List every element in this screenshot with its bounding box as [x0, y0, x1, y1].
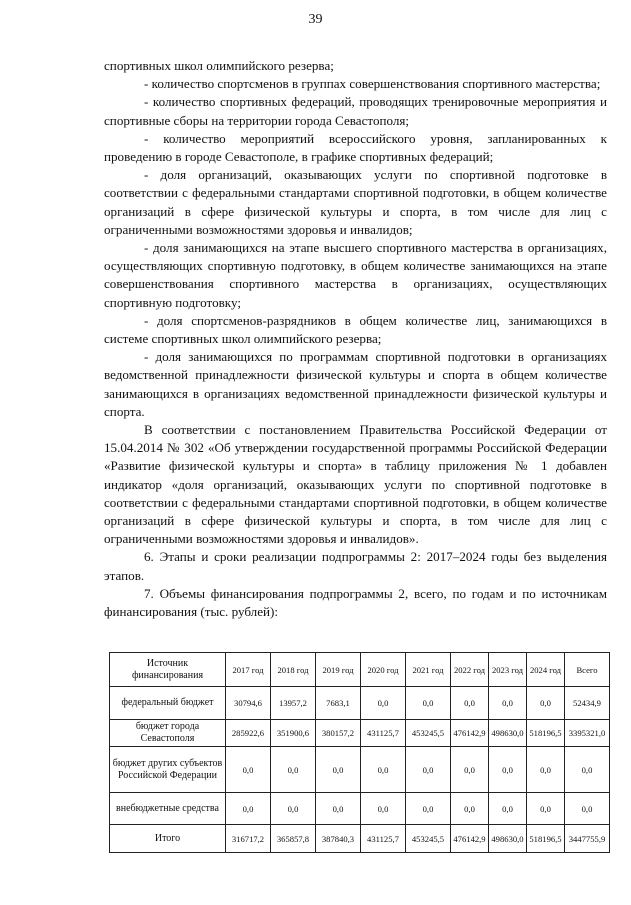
- table-cell: 476142,9: [451, 720, 489, 747]
- table-cell: 498630,0: [489, 825, 527, 853]
- table-header-cell: 2021 год: [406, 653, 451, 687]
- table-cell: 0,0: [451, 687, 489, 720]
- table-cell: 0,0: [271, 747, 316, 793]
- table-cell: 0,0: [489, 687, 527, 720]
- table-cell: 0,0: [565, 747, 610, 793]
- table-cell: 365857,8: [271, 825, 316, 853]
- table-header-cell: 2024 год: [527, 653, 565, 687]
- table-cell: 0,0: [406, 793, 451, 825]
- table-cell: 0,0: [226, 793, 271, 825]
- table-header-cell: Источник финансирования: [110, 653, 226, 687]
- table-cell: 518196,5: [527, 825, 565, 853]
- table-cell: 380157,2: [316, 720, 361, 747]
- table-row: [110, 687, 610, 720]
- table-cell: 13957,2: [271, 687, 316, 720]
- paragraph: - доля спортсменов-разрядников в общем количестве лиц, занимающихся в системе спортивных школ олимпийского резерва;: [104, 312, 607, 347]
- table-cell: 0,0: [489, 793, 527, 825]
- table-cell: 285922,6: [226, 720, 271, 747]
- table-cell: 498630,0: [489, 720, 527, 747]
- table-cell: 453245,5: [406, 825, 451, 853]
- table-cell: 30794,6: [226, 687, 271, 720]
- table-cell: 0,0: [489, 747, 527, 793]
- table-cell: 3447755,9: [565, 825, 610, 853]
- table-header-cell: 2020 год: [361, 653, 406, 687]
- table-header-cell: 2018 год: [271, 653, 316, 687]
- financing-table: [109, 652, 610, 853]
- table-cell: 518196,5: [527, 720, 565, 747]
- table-cell: 476142,9: [451, 825, 489, 853]
- table-cell: 0,0: [406, 747, 451, 793]
- financing-table-wrapper: [109, 652, 610, 853]
- table-cell: 431125,7: [361, 720, 406, 747]
- table-cell: 0,0: [527, 687, 565, 720]
- paragraph: спортивных школ олимпийского резерва;: [104, 58, 334, 73]
- page-number: 39: [308, 12, 323, 27]
- table-cell: 431125,7: [361, 825, 406, 853]
- table-header-cell: 2022 год: [451, 653, 489, 687]
- table-cell: 0,0: [316, 793, 361, 825]
- table-row: [110, 825, 610, 853]
- paragraph: 6. Этапы и сроки реализации подпрограммы 2: 2017–2024 годы без выделения этапов.: [104, 549, 607, 583]
- table-cell: 7683,1: [316, 687, 361, 720]
- table-cell: 316717,2: [226, 825, 271, 853]
- table-cell: 0,0: [316, 747, 361, 793]
- table-row: [110, 720, 610, 747]
- document-body: [104, 57, 607, 621]
- table-cell: 351900,6: [271, 720, 316, 747]
- table-cell: 0,0: [361, 793, 406, 825]
- table-header-cell: 2023 год: [489, 653, 527, 687]
- paragraph: 7. Объемы финансирования подпрограммы 2, всего, по годам и по источникам финансирования (тыс. рублей):: [104, 585, 607, 620]
- table-cell: 0,0: [226, 747, 271, 793]
- table-cell: 0,0: [406, 687, 451, 720]
- table-row: [110, 747, 610, 793]
- table-cell: 0,0: [451, 747, 489, 793]
- table-cell: 0,0: [565, 793, 610, 825]
- table-cell: 453245,5: [406, 720, 451, 747]
- table-row: [110, 793, 610, 825]
- table-row-label: бюджет других субъектов Российской Федерации: [110, 747, 226, 793]
- table-cell: 0,0: [271, 793, 316, 825]
- table-header-cell: Всего: [565, 653, 610, 687]
- paragraph: - доля занимающихся по программам спортивной подготовки в организациях ведомственной принадлежности физической культуры и спорта в общем количестве занимающихся в организациях ведомственной принадлежности физической культуры и спорта.: [104, 349, 607, 419]
- table-row-label: бюджет города Севастополя: [110, 720, 226, 747]
- paragraph: - доля организаций, оказывающих услуги по спортивной подготовке в соответствии с федеральными стандартами спортивной подготовки, в общем количестве организаций в сфере физической культуры и спорта, в том числе для лиц с ограниченными возможностями здоровья и инвалидов;: [104, 167, 607, 237]
- table-row-label: федеральный бюджет: [110, 687, 226, 720]
- table-header-cell: 2017 год: [226, 653, 271, 687]
- table-cell: 52434,9: [565, 687, 610, 720]
- table-row-label: Итого: [110, 825, 226, 853]
- table-row-label: внебюджетные средства: [110, 793, 226, 825]
- paragraph: - количество спортсменов в группах совершенствования спортивного мастерства;: [144, 76, 601, 92]
- paragraph: - количество спортивных федераций, проводящих тренировочные мероприятия и спортивные сборы на территории города Севастополя;: [104, 94, 607, 128]
- table-cell: 3395321,0: [565, 720, 610, 747]
- table-cell: 0,0: [361, 747, 406, 793]
- paragraph: - количество мероприятий всероссийского уровня, запланированных к проведению в городе Севастополе, в графике спортивных федераций;: [104, 130, 607, 165]
- table-cell: 0,0: [361, 687, 406, 720]
- paragraph: В соответствии с постановлением Правительства Российской Федерации от 15.04.2014 № 302 «Об утверждении государственной программы Российской Федерации «Развитие физической культуры и спорта» в таблицу приложения № 1 добавлен индикатор «доля организаций, оказывающих услуги по спортивной подготовке в соответствии с федеральными стандартами спортивной подготовки, в общем количестве организаций в сфере физической культуры и спорта, в том числе для лиц с ограниченными возможностями здоровья и инвалидов».: [104, 422, 607, 547]
- table-cell: 0,0: [527, 793, 565, 825]
- table-header-row: [110, 653, 610, 687]
- paragraph: - доля занимающихся на этапе высшего спортивного мастерства в организациях, осуществляющих спортивную подготовку, в общем количестве занимающихся на этапе совершенствования спортивного мастерства в организациях, осуществляющих спортивную подготовку;: [104, 240, 607, 310]
- table-header-cell: 2019 год: [316, 653, 361, 687]
- table-cell: 0,0: [451, 793, 489, 825]
- table-cell: 0,0: [527, 747, 565, 793]
- table-cell: 387840,3: [316, 825, 361, 853]
